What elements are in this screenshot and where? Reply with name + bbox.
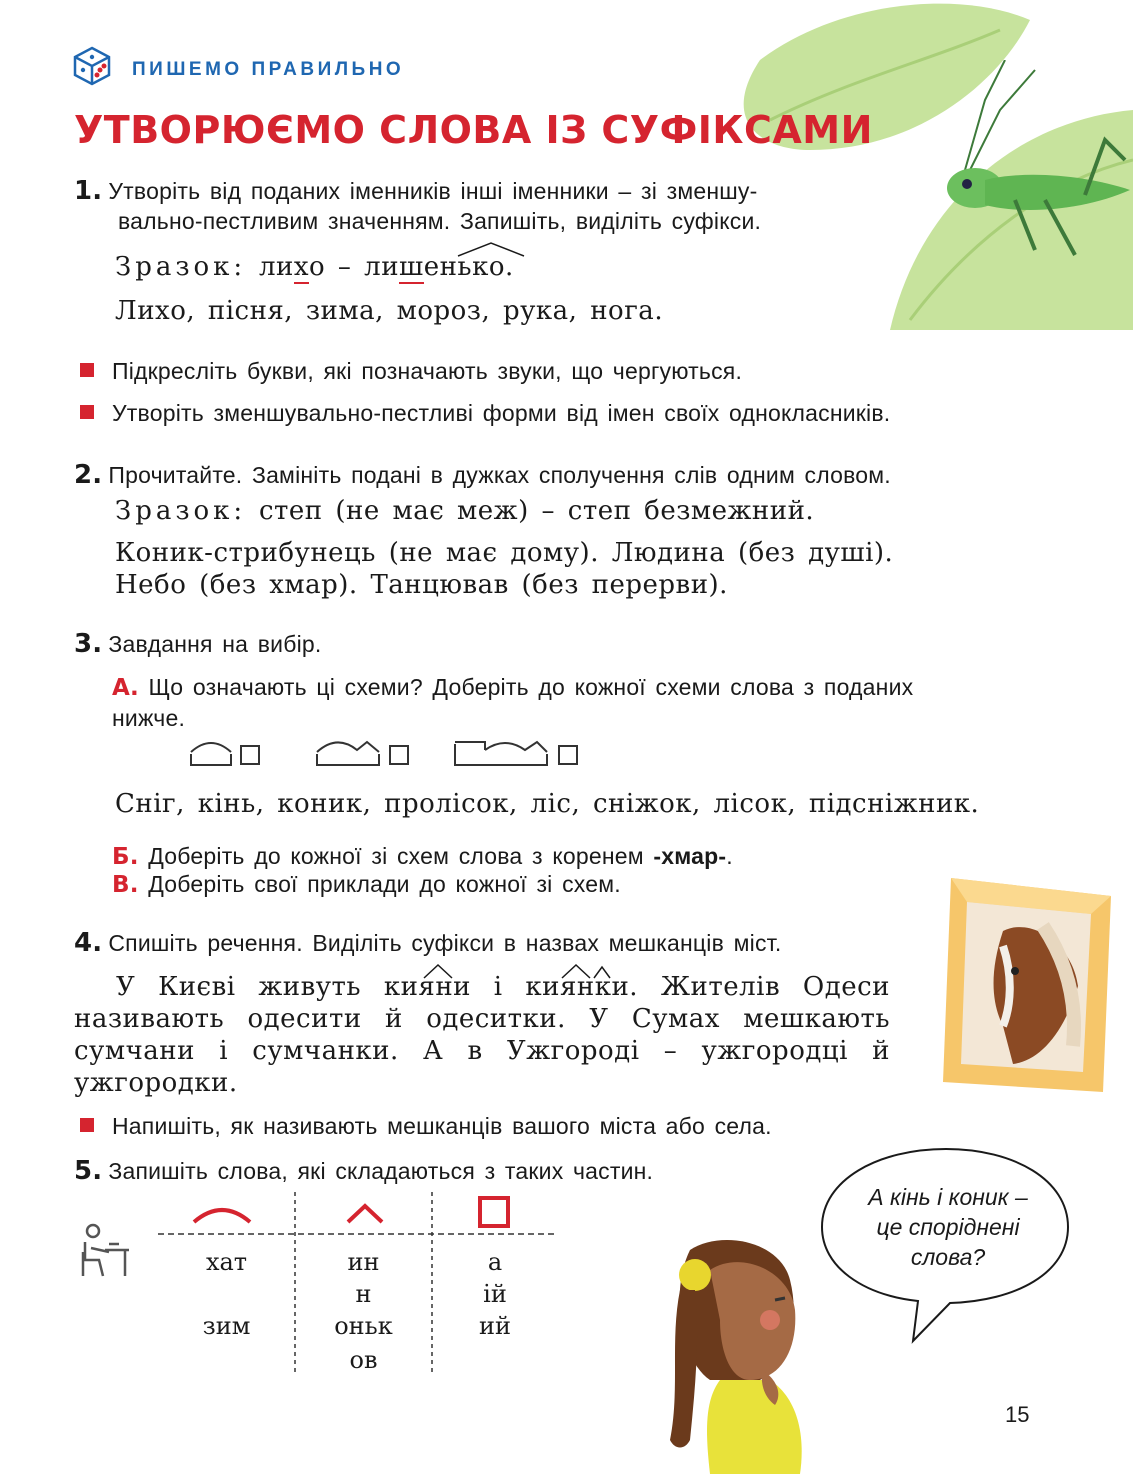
- exercise-1-words: Лихо, пісня, зима, мороз, рука, нога.: [115, 296, 664, 326]
- exercise-3-words: Сніг, кінь, коник, пролісок, ліс, сніжок, лісок, підсніжник.: [115, 789, 980, 819]
- ending-cell: а: [487, 1248, 503, 1276]
- exercise-4-task: 4. Спишіть речення. Виділіть суфікси в назвах мешканців міст.: [74, 928, 782, 958]
- exercise-number: 1.: [74, 176, 103, 206]
- dice-icon: [73, 46, 111, 86]
- red-square-bullet: [80, 1118, 94, 1132]
- exercise-3-a: А. Що означають ці схеми? Доберіть до кожної схеми слова з поданих нижче.: [112, 674, 914, 731]
- ending-cell: ий: [479, 1312, 511, 1340]
- exercise-2-sample: Зразок: степ (не має меж) – степ безмежний.: [115, 496, 815, 526]
- exercise-number: 2.: [74, 460, 103, 490]
- section-label: ПИШЕМО ПРАВИЛЬНО: [132, 59, 405, 80]
- suffix-cell: ов: [349, 1346, 378, 1374]
- suffix-cell: ин: [347, 1248, 380, 1276]
- exercise-3-v: В. Доберіть свої приклади до кожної зі схем.: [112, 871, 621, 898]
- morpheme-table: [158, 1192, 558, 1372]
- word-structure-schemes: [185, 732, 585, 774]
- exercise-3-b: Б. Доберіть до кожної зі схем слова з коренем -хмар-.: [112, 843, 733, 870]
- root-cell: зим: [202, 1312, 251, 1340]
- speech-bubble-text: А кінь і коник – це споріднені слова?: [868, 1184, 1028, 1270]
- exercise-3-task: 3. Завдання на вибір.: [74, 629, 322, 659]
- exercise-number: 5.: [74, 1156, 103, 1186]
- student-at-desk-icon: [75, 1222, 131, 1278]
- grasshopper-illustration: [925, 60, 1133, 260]
- exercise-1-sample: Зразок: лихо – лишенько.: [115, 252, 514, 282]
- red-square-bullet: [80, 405, 94, 419]
- exercise-1-task: 1. Утворіть від поданих іменників інші іменники – зі зменшу- вально-пестливим значенням. Запишіть, виділіть суфікси.: [74, 176, 762, 234]
- exercise-1-bullet-1: Підкресліть букви, які позначають звуки, що чергуються.: [80, 358, 742, 385]
- suffix-cell: оньк: [334, 1312, 393, 1340]
- exercise-number: 4.: [74, 928, 103, 958]
- exercise-2-task: 2. Прочитайте. Замініть подані в дужках сполучення слів одним словом.: [74, 460, 891, 490]
- exercise-number: 3.: [74, 629, 103, 659]
- page-number: 15: [1005, 1402, 1030, 1427]
- exercise-4-bullet: Напишіть, як називають мешканців вашого міста або села.: [80, 1113, 772, 1140]
- exercise-5-task: 5. Запишіть слова, які складаються з таких частин.: [74, 1156, 654, 1186]
- girl-illustration: [650, 1230, 810, 1474]
- exercise-1-bullet-2: Утворіть зменшувально-пестливі форми від імен своїх однокласників.: [80, 400, 890, 427]
- suffix-cell: н: [355, 1280, 372, 1308]
- suffix-arc-mark: [456, 240, 526, 260]
- page-title: УТВОРЮЄМО СЛОВА ІЗ СУФІКСАМИ: [74, 108, 873, 152]
- red-square-bullet: [80, 363, 94, 377]
- root-cell: хат: [205, 1248, 248, 1276]
- horse-picture-frame: [943, 876, 1115, 1094]
- ending-cell: ій: [483, 1280, 507, 1308]
- exercise-2-text: Коник-стрибунець (не має дому). Людина (без душі). Небо (без хмар). Танцював (без перерви).: [115, 538, 894, 600]
- exercise-4-text: У Києві живуть кияни і киянки. Жителів Одеси називають одесити й одеситки. У Сумах мешкають сумчани і сумчанки. А в Ужгороді – ужгородці й ужгородки.: [74, 972, 890, 1098]
